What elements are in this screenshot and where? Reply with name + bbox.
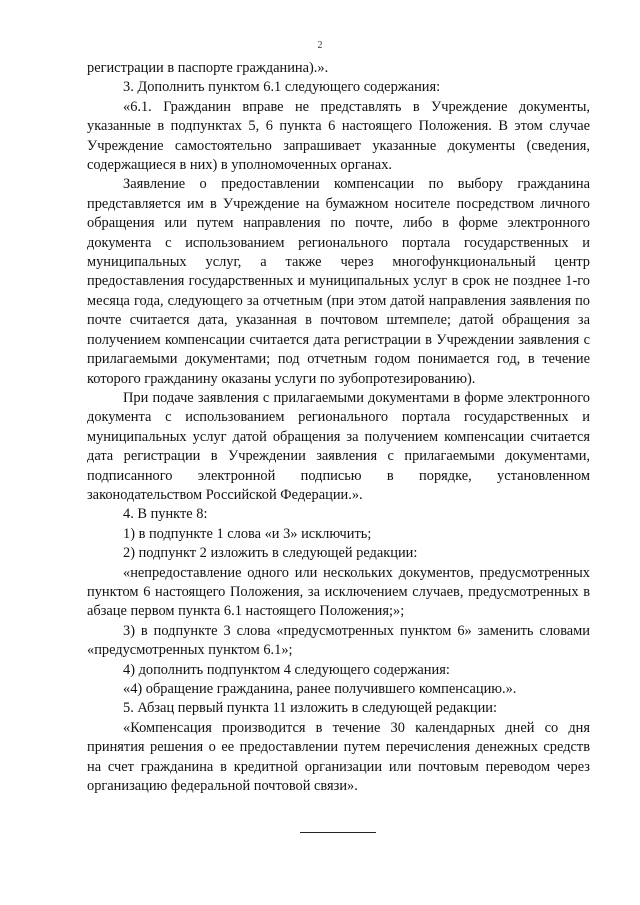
paragraph-8: 2) подпункт 2 изложить в следующей редакции: bbox=[123, 545, 418, 562]
page-number: 2 bbox=[317, 40, 323, 51]
paragraph-14: «Компенсация производится в течение 30 календарных дней со дня принятия решения о ее предоставлении путем перечисления денежных средств на счет гражданина в кредитной организации или почтовым переводом через организацию федеральной почтовой связи». bbox=[87, 719, 590, 795]
paragraph-9: «непредоставление одного или нескольких документов, предусмотренных пунктом 6 настоящего Положения, за исключением случаев, предусмотренных в абзаце первом пункта 6.1 настоящего Положения;»; bbox=[87, 564, 590, 620]
paragraph-11: 4) дополнить подпунктом 4 следующего содержания: bbox=[123, 661, 450, 678]
paragraph-12: «4) обращение гражданина, ранее получившего компенсацию.». bbox=[123, 681, 517, 697]
paragraph-13: 5. Абзац первый пункта 11 изложить в следующей редакции: bbox=[123, 700, 497, 717]
paragraph-4: Заявление о предоставлении компенсации по выбору гражданина представляется им в Учреждение на бумажном носителе посредством личного обращения или путем направления по почте, либо в форме электронного документа с использованием регионального портала государственных и муниципальных услуг, а также через многофункциональный центр предоставления государственных и муниципальных услуг в срок не позднее 1-го месяца года, следующего за отчетным (при этом датой направления заявления по почте считается дата, указанная в почтовом штемпеле; датой обращения за получением компенсации считается дата регистрации в Учреждении заявления с прилагаемыми документами; под отчетным годом понимается год, в течение которого гражданину оказаны услуги по зубопротезированию). bbox=[87, 176, 590, 387]
closing-rule bbox=[300, 832, 376, 833]
paragraph-3: «6.1. Гражданин вправе не представлять в Учреждение документы, указанные в подпунктах 5, 6 пункта 6 настоящего Положения. В этом случае Учреждение самостоятельно запрашивает указанные документы (сведения, содержащиеся в них) в уполномоченных органах. bbox=[87, 98, 590, 174]
paragraph-7: 1) в подпункте 1 слова «и 3» исключить; bbox=[123, 525, 372, 542]
paragraph-10: 3) в подпункте 3 слова «предусмотренных пунктом 6» заменить словами «предусмотренных пунктом 6.1»; bbox=[87, 622, 590, 659]
paragraph-5: При подаче заявления с прилагаемыми документами в форме электронного документа с использованием регионального портала государственных и муниципальных услуг датой обращения за получением компенсации считается дата регистрации в Учреждении заявления с прилагаемыми документами, подписанного электронной подписью в порядке, установленном законодательством Российской Федерации.». bbox=[87, 389, 590, 503]
document-body bbox=[87, 59, 590, 796]
paragraph-2: 3. Дополнить пунктом 6.1 следующего содержания: bbox=[123, 79, 441, 96]
paragraph-6: 4. В пункте 8: bbox=[123, 506, 208, 523]
paragraph-1: регистрации в паспорте гражданина).». bbox=[87, 60, 329, 76]
